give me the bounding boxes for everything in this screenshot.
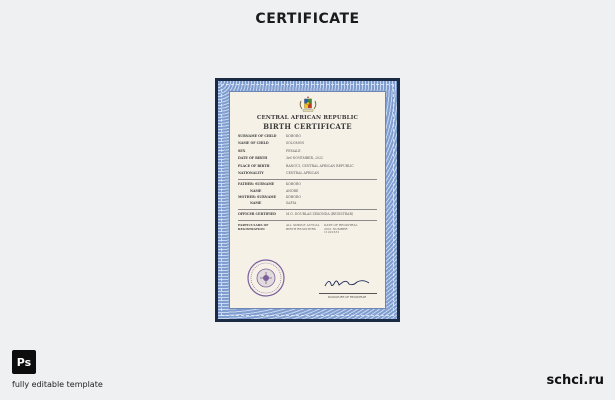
photoshop-icon: Ps <box>12 350 36 374</box>
field-row <box>238 183 377 187</box>
field-row <box>238 157 377 161</box>
child-details <box>238 135 377 176</box>
page-heading: CERTIFICATE <box>255 11 360 27</box>
field-label: SURNAME OF CHILD <box>238 134 277 138</box>
brand-watermark: schci.ru <box>546 373 604 388</box>
field-value: KOBORO <box>286 182 301 187</box>
field-label: NAME <box>250 200 262 205</box>
divider <box>238 179 377 180</box>
certificate-preview <box>215 78 400 322</box>
divider <box>238 209 377 210</box>
field-label: MOTHER: SURNAME <box>238 194 277 199</box>
registration-row <box>238 224 377 235</box>
field-row <box>238 196 377 200</box>
field-value: KOBORO <box>286 194 301 199</box>
signature-icon <box>321 276 373 290</box>
guilloche-border <box>218 81 397 319</box>
field-row <box>238 165 377 169</box>
template-caption: fully editable template <box>12 380 103 389</box>
field-value: KOBORO <box>286 134 301 138</box>
field-value: SOLOMON <box>286 141 305 146</box>
field-row <box>238 202 377 206</box>
field-value: ANDRE <box>286 188 299 193</box>
divider <box>238 220 377 221</box>
field-label: PARTICULARS OF REGISTRATION <box>238 223 269 231</box>
certificate-title: BIRTH CERTIFICATE <box>263 122 352 131</box>
field-row <box>238 135 377 139</box>
field-row <box>238 142 377 146</box>
certified-row <box>238 213 377 217</box>
field-value: ALL SIMPLE ACTUAL BIRTH REGISTERS <box>286 223 320 231</box>
field-value: FEMALE <box>286 148 301 153</box>
signature-caption: SIGNATURE OF REGISTRAR <box>327 296 367 299</box>
field-label: NATIONALITY <box>238 170 264 175</box>
field-row <box>238 172 377 176</box>
field-row <box>238 150 377 154</box>
field-value: M.O. DOUBLAS ZEKONDA (REGISTRAR) <box>286 211 354 216</box>
field-value: DATE OF REGISTRAL 2021 NUMBER 11221331 <box>324 223 358 235</box>
official-seal-icon <box>246 258 286 298</box>
parent-details <box>238 183 377 205</box>
field-label: FATHER: SURNAME <box>238 182 275 187</box>
certificate-paper <box>229 91 386 309</box>
field-label: SEX <box>238 148 246 153</box>
field-label: PLACE OF BIRTH <box>238 163 270 168</box>
field-value: SAFIA <box>286 200 297 205</box>
field-label: OFFICER CERTIFIED <box>238 211 276 216</box>
field-label: NAME OF CHILD <box>238 141 269 146</box>
coat-of-arms-icon <box>297 96 319 114</box>
field-value: 3rd NOVEMBER, 2021 <box>286 156 324 161</box>
country-name: CENTRAL AFRICAN REPUBLIC <box>256 115 359 121</box>
field-row <box>238 190 377 194</box>
field-value: CENTRAL AFRICAN <box>286 170 320 175</box>
signature-line <box>319 293 377 294</box>
field-label: NAME <box>250 188 262 193</box>
field-value: BANGUI, CENTRAL AFRICAN REPUBLIC <box>286 163 354 168</box>
field-label: DATE OF BIRTH <box>238 156 268 161</box>
